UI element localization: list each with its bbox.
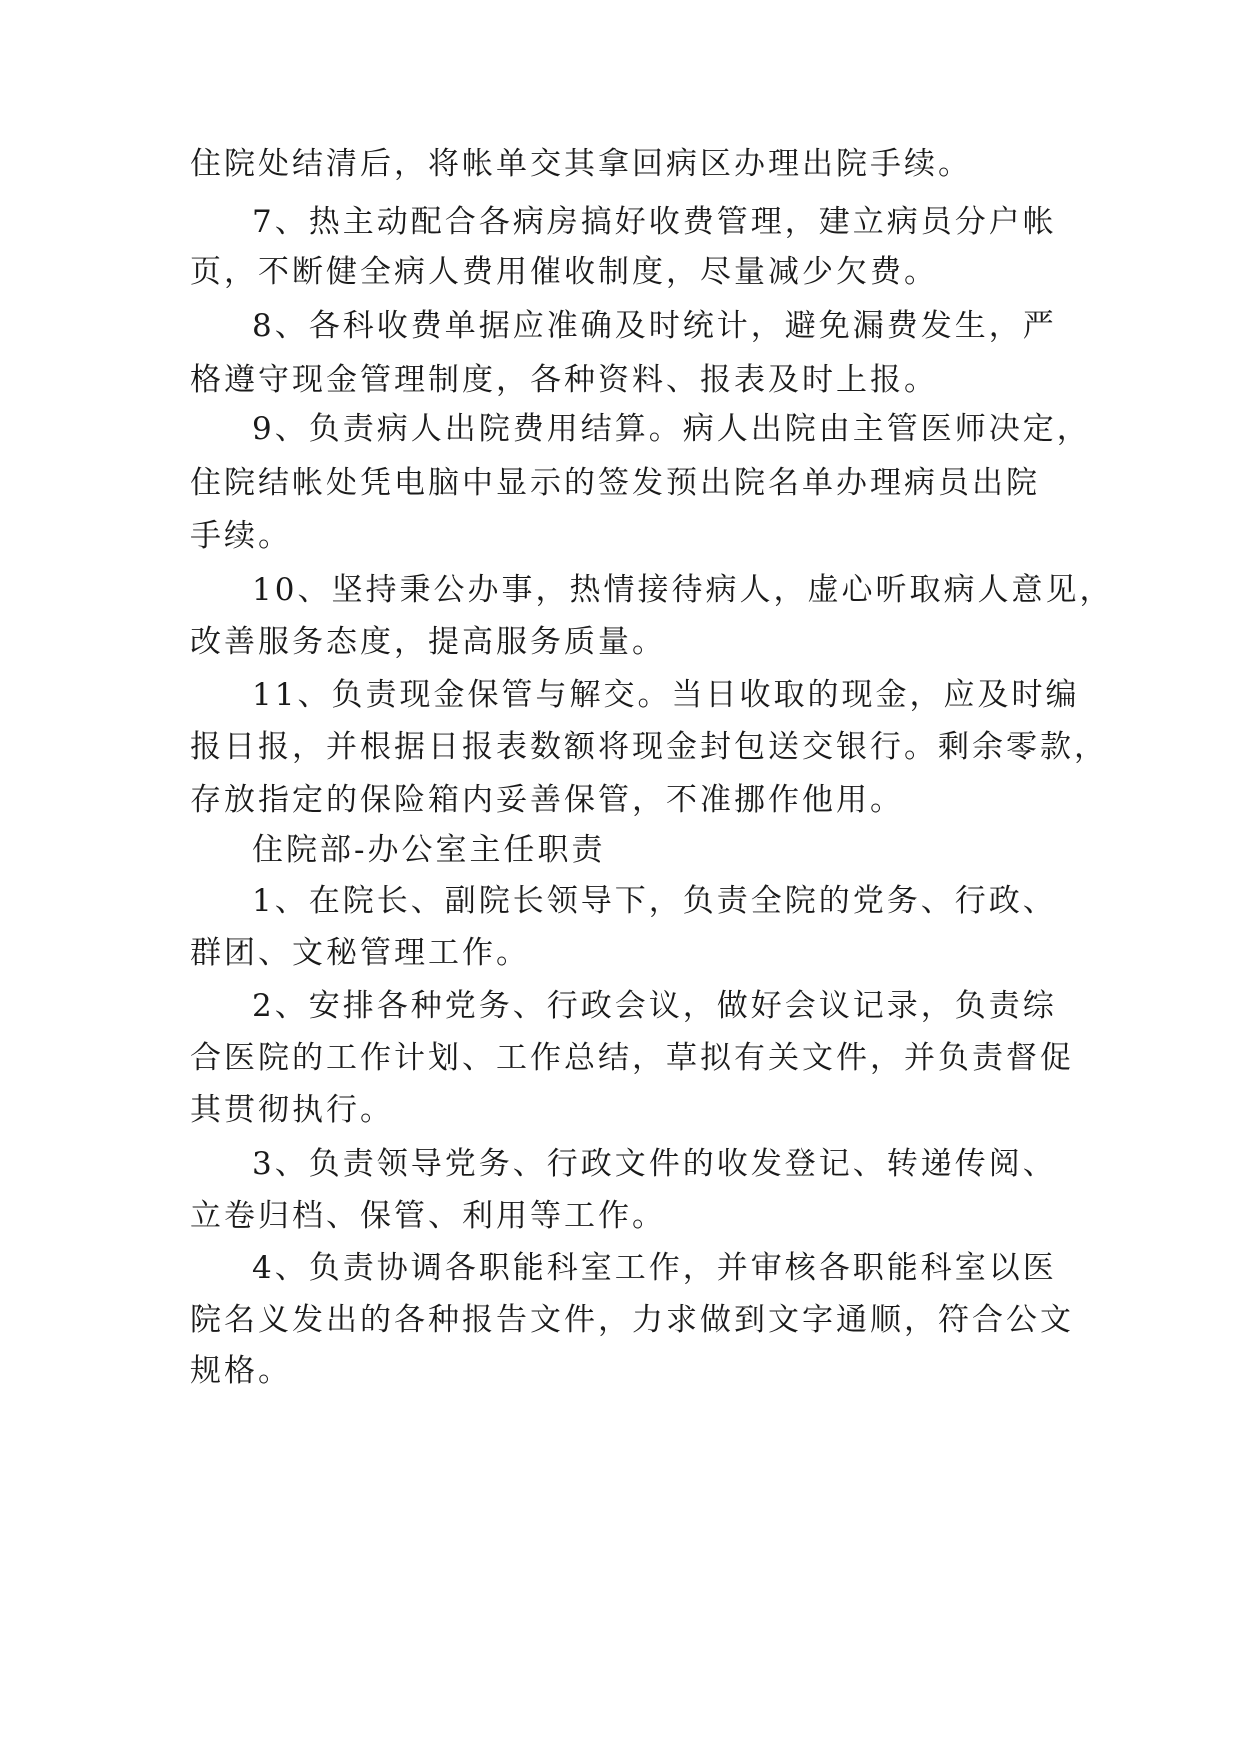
paragraph-line: 存放指定的保险箱内妥善保管，不准挪作他用。 [190,782,904,818]
paragraph-line: 手续。 [190,518,292,554]
paragraph-line: 立卷归档、保管、利用等工作。 [190,1198,666,1234]
paragraph-line: 2、安排各种党务、行政会议，做好会议记录，负责综 [252,988,1057,1024]
section-heading: 住院部-办公室主任职责 [252,832,606,868]
paragraph-line: 1、在院长、副院长领导下，负责全院的党务、行政、 [252,883,1057,919]
paragraph-line: 合医院的工作计划、工作总结，草拟有关文件，并负责督促 [190,1040,1074,1076]
paragraph-line: 11、负责现金保管与解交。当日收取的现金，应及时编 [252,677,1080,713]
paragraph-line: 报日报，并根据日报表数额将现金封包送交银行。剩余零款， [190,729,1108,765]
paragraph-line: 格遵守现金管理制度，各种资料、报表及时上报。 [190,362,938,398]
paragraph-line: 3、负责领导党务、行政文件的收发登记、转递传阅、 [252,1146,1057,1182]
paragraph-line: 9、负责病人出院费用结算。病人出院由主管医师决定， [252,411,1091,447]
paragraph-line: 10、坚持秉公办事，热情接待病人，虚心听取病人意见， [252,572,1114,608]
paragraph-line: 改善服务态度，提高服务质量。 [190,624,666,660]
paragraph-line: 住院结帐处凭电脑中显示的签发预出院名单办理病员出院 [190,465,1040,501]
paragraph-line: 规格。 [190,1353,292,1389]
paragraph-line: 4、负责协调各职能科室工作，并审核各职能科室以医 [252,1250,1057,1286]
paragraph-line: 其贯彻执行。 [190,1092,394,1128]
paragraph-line: 住院处结清后，将帐单交其拿回病区办理出院手续。 [190,146,972,182]
paragraph-line: 页，不断健全病人费用催收制度，尽量减少欠费。 [190,254,938,290]
paragraph-line: 群团、文秘管理工作。 [190,935,530,971]
paragraph-line: 8、各科收费单据应准确及时统计，避免漏费发生，严 [252,308,1057,344]
paragraph-line: 7、热主动配合各病房搞好收费管理，建立病员分户帐 [252,204,1057,240]
paragraph-line: 院名义发出的各种报告文件，力求做到文字通顺，符合公文 [190,1302,1074,1338]
